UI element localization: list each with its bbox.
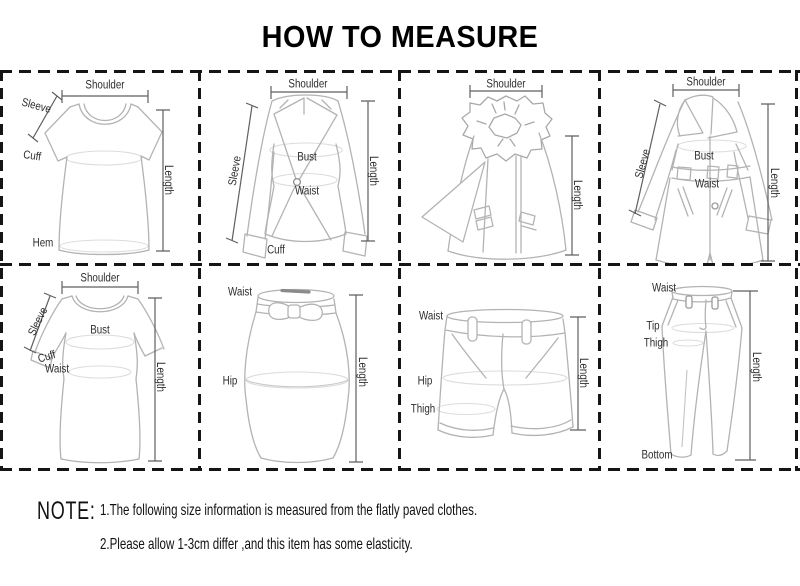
cape-drawing — [400, 74, 600, 263]
label-bust: Bust — [694, 150, 714, 163]
label-hem: Hem — [32, 237, 54, 250]
dress-drawing — [0, 267, 200, 468]
label-length: Length — [570, 180, 583, 210]
cape-outline — [422, 133, 566, 259]
body-guide-lines — [246, 372, 348, 388]
label-shoulder: Shoulder — [80, 272, 120, 285]
label-sleeve: Sleeve — [26, 305, 51, 338]
label-tip: Tip — [646, 320, 660, 333]
dress-outline — [31, 296, 164, 463]
label-cuff: Cuff — [22, 149, 42, 164]
note-line-2: 2.Please allow 1-3cm differ ,and this item has some elasticity. — [100, 536, 413, 553]
panel-t-shirt — [0, 74, 200, 263]
body-guide-lines — [60, 151, 148, 252]
label-cuff: Cuff — [36, 349, 57, 366]
label-length: Length — [767, 168, 780, 198]
panel-cape — [400, 74, 600, 263]
blazer-outline — [243, 95, 367, 258]
panel-blazer — [200, 74, 400, 263]
label-thigh: Thigh — [410, 403, 436, 416]
measure-lines — [470, 85, 579, 255]
label-length: Length — [576, 358, 589, 388]
label-shoulder: Shoulder — [686, 76, 726, 89]
label-thigh: Thigh — [643, 337, 669, 350]
note-section — [100, 502, 624, 554]
panel-shorts — [400, 267, 600, 468]
panel-pants — [600, 267, 800, 468]
label-bust: Bust — [90, 324, 110, 337]
label-waist: Waist — [694, 178, 720, 191]
measure-lines — [226, 86, 375, 243]
label-length: Length — [161, 165, 174, 195]
page-title: HOW TO MEASURE — [261, 19, 539, 54]
label-sleeve: Sleeve — [20, 96, 53, 116]
body-guide-lines — [672, 324, 734, 448]
label-bottom: Bottom — [641, 449, 673, 462]
label-shoulder: Shoulder — [486, 78, 526, 91]
label-length: Length — [153, 362, 166, 392]
skirt-outline — [245, 290, 349, 463]
label-length: Length — [366, 156, 379, 186]
label-waist: Waist — [294, 185, 320, 198]
fur-collar — [462, 96, 552, 161]
label-cuff: Cuff — [267, 244, 285, 257]
shorts-drawing — [400, 267, 600, 468]
panel-skirt — [200, 267, 400, 468]
note-heading: NOTE: — [37, 497, 96, 525]
label-waist: Waist — [418, 310, 444, 323]
label-hip: Hip — [222, 375, 238, 388]
pants-outline — [662, 287, 742, 458]
label-bust: Bust — [297, 151, 317, 164]
measure-lines — [629, 84, 775, 261]
panel-dress — [0, 267, 200, 468]
label-sleeve: Sleeve — [226, 155, 244, 187]
label-length: Length — [749, 352, 762, 382]
label-shoulder: Shoulder — [288, 78, 328, 91]
panel-trench-coat — [600, 74, 800, 263]
body-guide-lines — [66, 335, 134, 378]
t-shirt-outline — [45, 104, 162, 255]
label-length: Length — [355, 357, 368, 387]
label-waist: Waist — [227, 286, 253, 299]
body-guide-lines — [270, 143, 342, 187]
label-sleeve: Sleeve — [633, 147, 654, 180]
note-line-1: 1.The following size information is measured from the flatly paved clothes. — [100, 502, 478, 519]
pants-drawing — [600, 267, 800, 468]
label-waist: Waist — [651, 282, 677, 295]
label-hip: Hip — [417, 375, 433, 388]
label-shoulder: Shoulder — [85, 79, 125, 92]
label-waist: Waist — [44, 363, 70, 376]
